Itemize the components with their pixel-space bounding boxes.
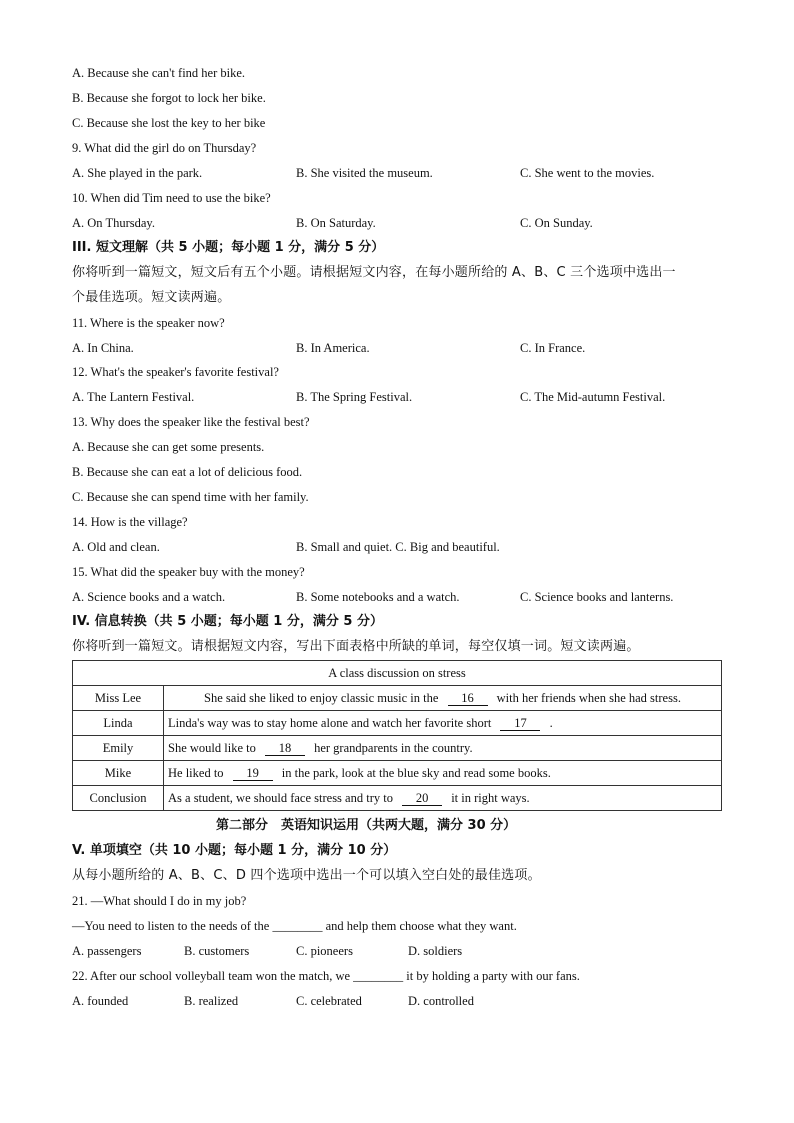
- q9-option-c: C. She went to the movies.: [520, 166, 655, 180]
- row-text-after: with her friends when she had stress.: [496, 690, 681, 705]
- table-title-row: [73, 661, 722, 686]
- q22-option-c: C. celebrated: [296, 994, 362, 1008]
- table-title: A class discussion on stress: [73, 661, 722, 686]
- q22-line1: 22. After our school volleyball team won the match, we ________ it by holding a party with our fans.: [72, 969, 580, 983]
- row-content: [164, 786, 722, 811]
- q13-stem: 13. Why does the speaker like the festival best?: [72, 415, 310, 429]
- q22-option-d: D. controlled: [408, 994, 474, 1008]
- q21-option-b: B. customers: [184, 944, 250, 958]
- row-text-before: As a student, we should face stress and try to: [168, 790, 393, 805]
- answer-blank-17[interactable]: 17: [500, 716, 540, 731]
- q11-stem: 11. Where is the speaker now?: [72, 316, 225, 330]
- q12-option-c: C. The Mid-autumn Festival.: [520, 390, 666, 404]
- q8-option-c: C. Because she lost the key to her bike: [72, 116, 266, 130]
- q15-option-c: C. Science books and lanterns.: [520, 590, 674, 604]
- q22-option-a: A. founded: [72, 994, 129, 1008]
- row-label: Mike: [73, 761, 164, 786]
- answer-blank-16[interactable]: 16: [448, 691, 488, 706]
- q13-option-a: A. Because she can get some presents.: [72, 440, 265, 454]
- q10-option-a: A. On Thursday.: [72, 216, 155, 230]
- q11-option-c: C. In France.: [520, 341, 586, 355]
- section-5-heading: V. 单项填空（共 10 小题；每小题 1 分，满分 10 分）: [72, 843, 397, 858]
- table-row: [73, 786, 722, 811]
- table-row: [73, 711, 722, 736]
- q9-option-b: B. She visited the museum.: [296, 166, 433, 180]
- section-4-heading: IV. 信息转换（共 5 小题；每小题 1 分，满分 5 分）: [72, 614, 383, 629]
- q12-option-b: B. The Spring Festival.: [296, 390, 413, 404]
- part-2-heading: 第二部分 英语知识运用（共两大题，满分 30 分）: [216, 818, 517, 833]
- q9-stem: 9. What did the girl do on Thursday?: [72, 141, 257, 155]
- q13-option-c: C. Because she can spend time with her family.: [72, 490, 309, 504]
- section-3-instructions-line1: 你将听到一篇短文，短文后有五个小题。请根据短文内容，在每小题所给的 A、B、C 三个选项中选出一: [72, 265, 676, 280]
- section-3-heading: III. 短文理解（共 5 小题；每小题 1 分，满分 5 分）: [72, 240, 385, 255]
- q14-stem: 14. How is the village?: [72, 515, 188, 529]
- section-3-instructions-line2: 个最佳选项。短文读两遍。: [72, 290, 231, 305]
- table-row: [73, 686, 722, 711]
- section-5-instructions: 从每小题所给的 A、B、C、D 四个选项中选出一个可以填入空白处的最佳选项。: [72, 868, 541, 883]
- row-text-after: .: [549, 715, 553, 730]
- row-text-before: Linda's way was to stay home alone and watch her favorite short: [168, 715, 492, 730]
- row-text-before: She would like to: [168, 740, 256, 755]
- row-label: Miss Lee: [73, 686, 164, 711]
- row-label: Linda: [73, 711, 164, 736]
- q13-option-b: B. Because she can eat a lot of delicious food.: [72, 465, 303, 479]
- row-text-before: She said she liked to enjoy classic music in the: [204, 690, 439, 705]
- row-content: [164, 736, 722, 761]
- row-text-after: it in right ways.: [451, 790, 530, 805]
- q10-option-c: C. On Sunday.: [520, 216, 593, 230]
- q21-line2: —You need to listen to the needs of the ________ and help them choose what they want.: [72, 919, 517, 933]
- table-row: [73, 761, 722, 786]
- answer-blank-19[interactable]: 19: [233, 766, 273, 781]
- section-4-instructions: 你将听到一篇短文。请根据短文内容，写出下面表格中所缺的单词，每空仅填一词。短文读两遍。: [72, 639, 640, 654]
- row-label: Conclusion: [73, 786, 164, 811]
- q10-stem: 10. When did Tim need to use the bike?: [72, 191, 271, 205]
- q11-option-b: B. In America.: [296, 341, 370, 355]
- row-text-after: in the park, look at the blue sky and read some books.: [281, 765, 551, 780]
- q21-option-a: A. passengers: [72, 944, 142, 958]
- row-content: [164, 711, 722, 736]
- q12-option-a: A. The Lantern Festival.: [72, 390, 195, 404]
- row-text-after: her grandparents in the country.: [314, 740, 473, 755]
- q15-stem: 15. What did the speaker buy with the money?: [72, 565, 305, 579]
- table-row: [73, 736, 722, 761]
- info-table: [72, 660, 722, 811]
- q14-option-b-c: B. Small and quiet. C. Big and beautiful.: [296, 540, 500, 554]
- q21-option-d: D. soldiers: [408, 944, 463, 958]
- q22-option-b: B. realized: [184, 994, 239, 1008]
- q8-option-a: A. Because she can't find her bike.: [72, 66, 246, 80]
- q15-option-b: B. Some notebooks and a watch.: [296, 590, 460, 604]
- q11-option-a: A. In China.: [72, 341, 134, 355]
- q15-option-a: A. Science books and a watch.: [72, 590, 226, 604]
- q8-option-b: B. Because she forgot to lock her bike.: [72, 91, 266, 105]
- row-text-before: He liked to: [168, 765, 224, 780]
- q10-option-b: B. On Saturday.: [296, 216, 376, 230]
- q12-stem: 12. What's the speaker's favorite festival?: [72, 365, 279, 379]
- row-content: [164, 686, 722, 711]
- q9-option-a: A. She played in the park.: [72, 166, 203, 180]
- q21-option-c: C. pioneers: [296, 944, 353, 958]
- row-label: Emily: [73, 736, 164, 761]
- q21-line1: 21. —What should I do in my job?: [72, 894, 247, 908]
- answer-blank-20[interactable]: 20: [402, 791, 442, 806]
- answer-blank-18[interactable]: 18: [265, 741, 305, 756]
- row-content: [164, 761, 722, 786]
- q14-option-a: A. Old and clean.: [72, 540, 160, 554]
